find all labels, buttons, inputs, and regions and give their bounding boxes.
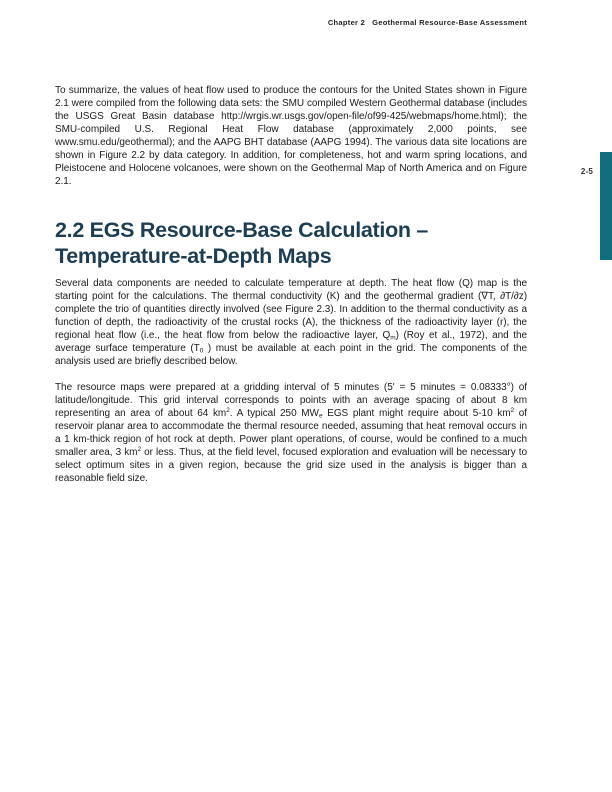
header-chapter-label: Chapter 2 [327,18,366,27]
paragraph-data-sources: To summarize, the values of heat flow used to produce the contours for the United States shown in Figure 2.1 were compiled from the following data sets: the SMU compiled Western Geothermal database (includes the USGS Great Basin database http://wrgis.wr.usgs.gov/open-file/of99-425/webmaps/home.html); the SMU-compiled U.S. Regional Heat Flow database (approximately 2,000 points, see www.smu.edu/geothermal); and the AAPG BHT database (AAPG 1994). The various data site locations are shown in Figure 2.2 by data category. In addition, for completeness, hot and warm spring locations, and Pleistocene and Holocene volcanoes, were shown on the Geothermal Map of North America and on Figure 2.1. [55,85,527,187]
page-content [55,84,527,485]
running-header [55,18,527,27]
header-chapter-title: Geothermal Resource-Base Assessment [372,18,527,27]
paragraph-resource-maps: The resource maps were prepared at a gridding interval of 5 minutes (5' = 5 minutes = 0.08333°) of latitude/longitude. This grid interval corresponds to points with an average spacing of about 8 km representing an area of about 64 $km^2$. A typical 250 $MW_e$ EGS plant might require about 5-10 $km^2$ of reservoir planar area to accommodate the thermal resource needed, assuming that heat removal occurs in a 1 km-thick region of hot rock at depth. Power plant operations, of course, would be confined to a much smaller area, 3 $km^2$ or less. Thus, at the field level, focused exploration and evaluation will be necessary to select optimum sites in a given region, because the grid size used in the analysis is bigger than a reasonable field size. [55,382,527,484]
section-heading-line-2: Temperature-at-Depth Maps [55,244,332,268]
page-number: 2-5 [580,167,593,176]
section-heading-line-1: 2.2 EGS Resource-Base Calculation – [55,218,429,242]
paragraph-data-components: Several data components are needed to calculate temperature at depth. The heat flow (Q) map is the starting point for the calculations. The thermal conductivity (K) and the geothermal gradient (∇T, ∂T/∂z) complete the trio of quantities directly involved (see Figure 2.3). In addition to the thermal conductivity as a function of depth, the radioactivity of the crustal rocks (A), the thickness of the radioactivity layer (r), the regional heat flow (i.e., the heat flow from below the radioactive layer, $Q_m$) (Roy et al., 1972), and the average surface temperature ($T_0$ ) must be available at each point in the grid. The components of the analysis used are briefly described below. [55,278,527,367]
section-heading [55,217,527,269]
chapter-tab-bar [600,152,612,260]
